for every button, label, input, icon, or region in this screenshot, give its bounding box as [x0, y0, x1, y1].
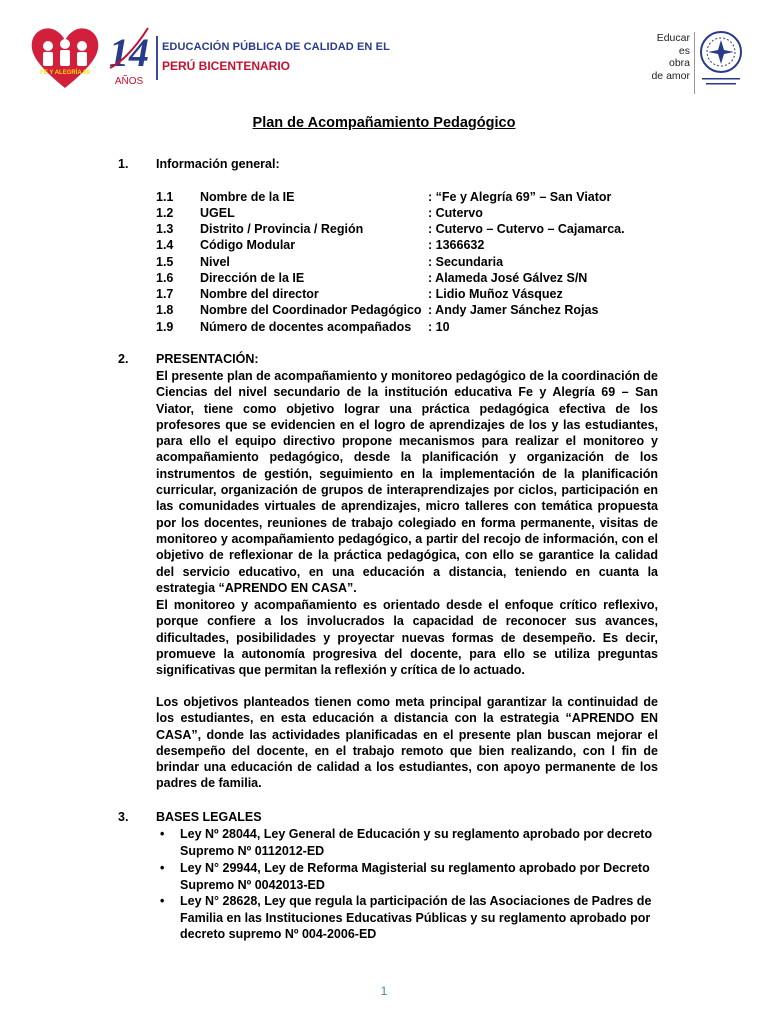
info-value: : “Fe y Alegría 69” – San Viator — [428, 190, 612, 204]
info-value: : Andy Jamer Sánchez Rojas — [428, 303, 599, 317]
bullet-icon: • — [160, 861, 165, 875]
info-label: Dirección de la IE — [200, 271, 305, 285]
slogan-line: es — [678, 44, 690, 57]
info-number: 1.1 — [156, 190, 174, 204]
info-number: 1.5 — [156, 255, 174, 269]
logo-caption: FE Y ALEGRÍA 69 — [40, 70, 90, 76]
section-title-bases-legales: BASES LEGALES — [156, 810, 262, 824]
presentation-paragraph: El presente plan de acompañamiento y monitoreo pedagógico de la coordinación de Ciencias del nivel secundario de la institución educativa Fe y Alegría 69 – San Viator, tiene como objetivo lograr una práctica pedagógica efectiva de los profesores que se evidencien en el logro de aprendizajes de los y las estudiantes, para ello el equipo directivo propone mecanismos para realizar el monitoreo y acompañamiento pedagógico, desde la planificación y organización de los instrumentos de gestión, seguimiento en la implementación de la planificación curricular, organización de grupos de interaprendizajes por ciclos, participación en las comunidades virtuales de aprendizajes, micro talleres con temática propuesta por los docentes, reuniones de trabajo colegiado en forma permanente, visitas de monitoreo y acompañamiento pedagógico, a partir del recojo de información, con el objetivo de reflexionar de la práctica pedagógica, con ello se garantice la calidad del servicio educativo, en una educación a distancia, teniendo en cuanta la estrategia “APRENDO EN CASA”. — [156, 369, 658, 595]
slogan-block — [624, 32, 690, 82]
slogan-line: Educar — [656, 32, 690, 44]
info-row — [156, 287, 676, 303]
info-value: : 1366632 — [428, 238, 485, 252]
anniversary-label: AÑOS — [114, 76, 144, 87]
bullet-icon: • — [160, 894, 165, 908]
info-label: Nivel — [200, 255, 230, 269]
info-row — [156, 238, 676, 254]
section-number: 3. — [118, 810, 129, 824]
document-title: Plan de Acompañamiento Pedagógico — [252, 115, 516, 131]
info-value: : 10 — [428, 320, 450, 334]
info-label: UGEL — [200, 206, 235, 220]
fe-y-alegria-logo — [28, 22, 102, 90]
info-label: Distrito / Provincia / Región — [200, 222, 364, 236]
info-row — [156, 190, 676, 206]
page-number: 1 — [380, 984, 388, 998]
letterhead — [24, 14, 744, 92]
presentation-paragraph: El monitoreo y acompañamiento es orientado desde el enfoque crítico reflexivo, porque confiere a los involucrados la capacidad de reconocer sus avances, dificultades, posibilidades y proyectar nuevas formas de desempeño. Es decir, promueve la autonomía progresiva del docente, para ello se utiliza preguntas significativas que permitan la reflexión y crítica de lo actuado. — [156, 598, 658, 678]
info-number: 1.2 — [156, 206, 174, 220]
section-number: 2. — [118, 352, 129, 366]
info-row — [156, 222, 676, 238]
info-number: 1.8 — [156, 303, 174, 317]
info-value: : Cutervo — [428, 206, 483, 220]
header-tagline-2: PERÚ BICENTENARIO — [162, 59, 291, 73]
info-number: 1.6 — [156, 271, 174, 285]
info-number: 1.3 — [156, 222, 174, 236]
info-row — [156, 271, 676, 287]
slogan-divider — [694, 32, 695, 94]
info-number: 1.9 — [156, 320, 174, 334]
info-row — [156, 320, 676, 336]
info-value: : Lidio Muñoz Vásquez — [428, 287, 563, 301]
law-text: Ley N° 28628, Ley que regula la participación de las Asociaciones de Padres de Familia en las Instituciones Educativas Públicas y su reglamento aprobado por decreto supremo Nº 004-2006-ED — [180, 894, 652, 941]
header-tagline-1: EDUCACIÓN PÚBLICA DE CALIDAD EN EL — [162, 41, 390, 53]
info-row — [156, 255, 676, 271]
presentation-paragraph: Los objetivos planteados tienen como meta principal garantizar la continuidad de los estudiantes, en esta educación a distancia con la estrategia “APRENDO EN CASA”, donde las actividades planificadas en el presente plan buscan mejorar el desempeño del docente, en el trabajo remoto que bien realizando, con l fin de brindar una educación de calidad a los estudiantes, con apoyo permanente de los padres de familia. — [156, 695, 658, 791]
anniversary-14-logo — [104, 18, 154, 92]
slogan-line: de amor — [651, 69, 690, 82]
section-title-informacion: Información general: — [156, 157, 280, 171]
law-text: Ley N° 29944, Ley de Reforma Magisterial su reglamento aprobado por Decreto Supremo Nº 0042013-ED — [180, 861, 650, 892]
law-list-item — [160, 893, 660, 943]
info-label: Nombre del director — [200, 287, 319, 301]
bullet-icon: • — [160, 827, 165, 841]
viatores-seal-icon — [698, 28, 744, 92]
info-label: Nombre de la IE — [200, 190, 295, 204]
law-list-item — [160, 826, 660, 859]
section-number: 1. — [118, 157, 129, 171]
info-label: Código Modular — [200, 238, 296, 252]
info-row — [156, 206, 676, 222]
slogan-line: obra — [668, 57, 690, 69]
info-value: : Secundaria — [428, 255, 504, 269]
info-label: Nombre del Coordinador Pedagógico — [200, 303, 422, 317]
info-value: : Cutervo – Cutervo – Cajamarca. — [428, 222, 625, 236]
info-row — [156, 303, 676, 319]
anniversary-number: 14 — [109, 30, 149, 75]
info-number: 1.7 — [156, 287, 174, 301]
info-number: 1.4 — [156, 238, 174, 252]
info-label: Número de docentes acompañados — [200, 320, 412, 334]
header-divider — [156, 36, 158, 80]
section-title-presentacion: PRESENTACIÓN: — [156, 352, 259, 366]
law-text: Ley Nº 28044, Ley General de Educación y su reglamento aprobado por decreto Supremo Nº 0112012-ED — [180, 827, 653, 858]
info-value: : Alameda José Gálvez S/N — [428, 271, 588, 285]
law-list-item — [160, 860, 660, 893]
